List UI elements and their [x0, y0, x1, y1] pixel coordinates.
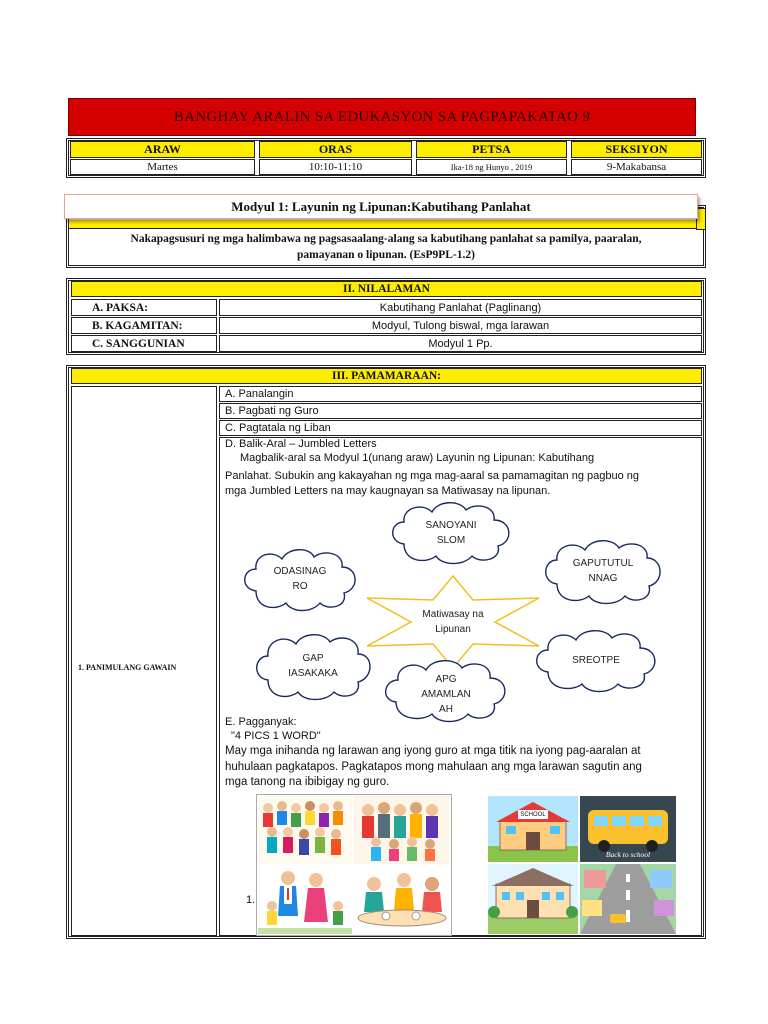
center-star-line: Matiwasay na	[422, 609, 484, 620]
paksa-label: A. PAKSA:	[71, 299, 217, 316]
value-araw: Martes	[70, 159, 255, 175]
picture-family-dinner	[354, 866, 450, 934]
cloud-apg-amamlanah	[382, 660, 510, 724]
module-title: Modyul 1: Layunin ng Lipunan:Kabutihang Panlahat	[64, 194, 698, 219]
kagamitan-label: B. KAGAMITAN:	[71, 317, 217, 334]
learning-objective	[72, 231, 700, 265]
cloud-sreotpe	[532, 626, 660, 694]
center-star	[365, 574, 541, 670]
picture-school-campus	[488, 864, 578, 934]
header-petsa: PETSA	[416, 141, 567, 158]
title-banner	[68, 98, 696, 136]
pagganyak-line: May mga inihanda ng larawan ang iyong guro at mga titik na iyong pag-aaralan at	[225, 745, 641, 757]
center-star-line: Lipunan	[435, 624, 471, 635]
nilalaman-header: II. NILALAMAN	[71, 281, 702, 297]
step-pagganyak-title: E. Pagganyak:	[225, 716, 297, 728]
panimulang-gawain-label: 1. PANIMULANG GAWAIN	[78, 663, 177, 672]
document-title: BANGHAY ARALIN SA EDUKASYON SA PAGPAPAKATAO 9	[173, 108, 591, 125]
cloud-text-line: SREOTPE	[572, 654, 620, 666]
step-pagtatala: C. Pagtatala ng Liban	[219, 420, 702, 436]
cloud-text-line: IASAKAKA	[288, 668, 338, 679]
cloud-text-line: AMAMLAN	[421, 688, 471, 700]
cloud-gapututul	[541, 536, 665, 606]
picture-town-street	[580, 864, 676, 934]
kagamitan-value: Modyul, Tulong biswal, mga larawan	[219, 317, 702, 334]
picture-big-family	[354, 796, 450, 864]
balik-aral-line: Magbalik-aral sa Modyul 1(unang araw) Layunin ng Lipunan: Kabutihang	[240, 452, 595, 464]
pagganyak-line: mga tanong na ibibigay ng guro.	[225, 776, 390, 788]
sanggunian-value: Modyul 1 Pp.	[219, 335, 702, 352]
cloud-text-line: RO	[292, 581, 308, 592]
school-sign: SCHOOL	[520, 811, 546, 818]
step-panalangin: A. Panalangin	[219, 386, 702, 402]
header-araw: ARAW	[70, 141, 255, 158]
cloud-text-line: SANOYANI	[425, 520, 477, 531]
item-number: 1.	[246, 894, 256, 906]
balik-aral-line: mga Jumbled Letters na may kaugnayan sa Matiwasay na lipunan.	[225, 485, 551, 497]
cloud-text-line: APG	[435, 673, 457, 685]
panimulang-gawain-cell	[71, 386, 217, 936]
cloud-text-line: AH	[439, 703, 453, 715]
cloud-odasinag	[240, 545, 360, 613]
cloud-text-line: GAPUTUTUL	[572, 558, 634, 569]
picture-school-building	[488, 796, 578, 862]
cloud-text-line: NNAG	[588, 573, 618, 584]
header-oras: ORAS	[259, 141, 412, 158]
header-seksiyon: SEKSIYON	[571, 141, 702, 158]
module-yellow-bar	[69, 220, 703, 229]
paksa-value: Kabutihang Panlahat (Paglinang)	[219, 299, 702, 316]
pagganyak-subtitle: "4 PICS 1 WORD"	[231, 730, 321, 742]
step-balik-aral-title: D. Balik-Aral – Jumbled Letters	[225, 438, 377, 450]
objective-line: Nakapagsusuri ng mga halimbawa ng pagsasaalang-alang sa kabutihang panlahat sa pamilya, paaralan,	[130, 233, 642, 245]
value-oras: 10:10-11:10	[259, 159, 412, 175]
cloud-sanoyani	[386, 500, 516, 566]
back-to-school-label: Back to school	[605, 850, 651, 859]
picture-back-to-school	[580, 796, 676, 862]
picture-parents-children	[258, 866, 352, 934]
pagganyak-line: huhulaan pagkatapos. Pagkatapos mong mahulaan ang mga larawan sagutin ang	[225, 761, 642, 773]
cloud-text-line: GAP	[302, 653, 324, 664]
objective-line: pamayanan o lipunan. (EsP9PL-1.2)	[297, 249, 475, 261]
cloud-gap-iasakaka	[252, 630, 374, 702]
step-pagbati: B. Pagbati ng Guro	[219, 403, 702, 419]
cloud-text-line: ODASINAG	[273, 566, 327, 577]
cloud-text-line: SLOM	[436, 535, 466, 546]
value-petsa: Ika-18 ng Hunyo , 2019	[416, 159, 567, 175]
value-seksiyon: 9-Makabansa	[571, 159, 702, 175]
balik-aral-line: Panlahat. Subukin ang kakayahan ng mga mag-aaral sa pamamagitan ng pagbuo ng	[225, 470, 640, 482]
sanggunian-label: C. SANGGUNIAN	[71, 335, 217, 352]
picture-crowd	[258, 796, 352, 864]
pamamaraan-header: III. PAMAMARAAN:	[71, 368, 702, 384]
